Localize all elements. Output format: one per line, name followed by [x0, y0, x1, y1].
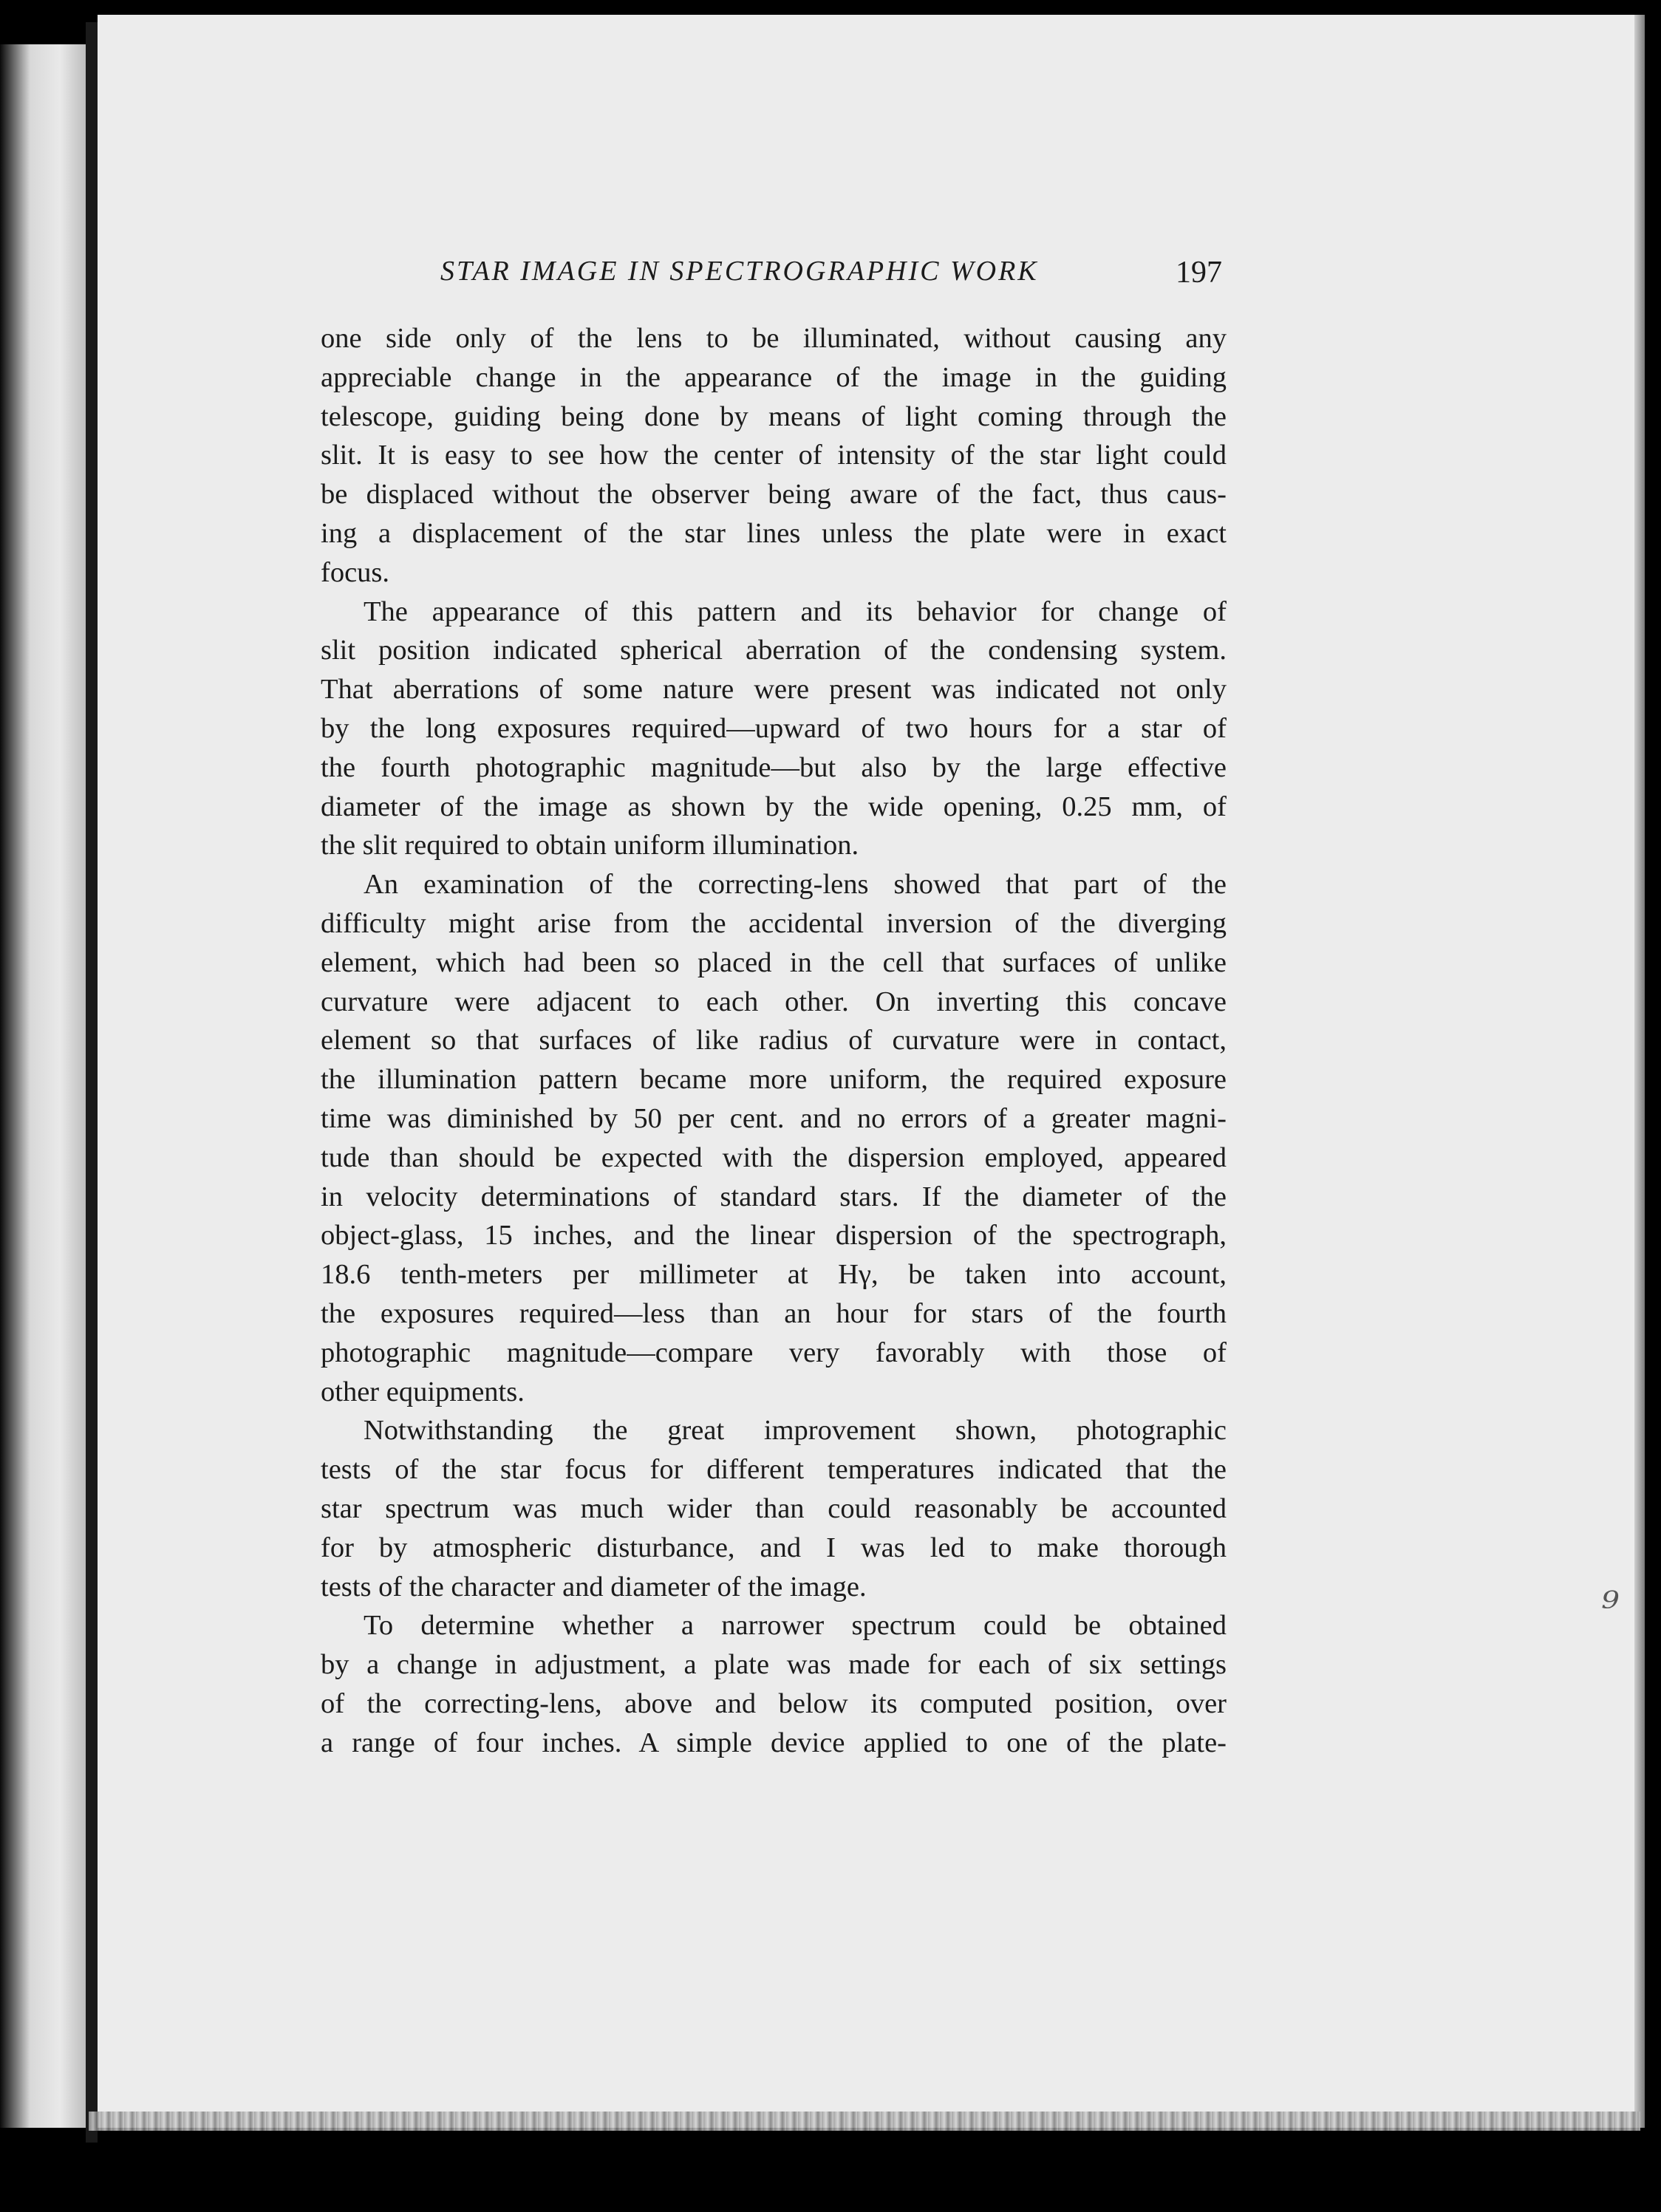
- page-header: [440, 255, 1222, 299]
- text-line: That aberrations of some nature were present was indicated not only: [321, 674, 1227, 706]
- text-line: one side only of the lens to be illuminated, without causing any: [321, 323, 1227, 354]
- bottom-page-edge: [89, 2112, 1640, 2131]
- text-line: To determine whether a narrower spectrum could be obtained: [364, 1610, 1227, 1642]
- text-line: element, which had been so placed in the cell that surfaces of unlike: [321, 946, 1227, 978]
- text-line: Notwithstanding the great improvement shown, photographic: [364, 1415, 1227, 1447]
- margin-mark: ⁹: [1602, 1583, 1620, 1633]
- text-line: photographic magnitude—compare very favorably with those of: [321, 1337, 1227, 1368]
- text-line: slit position indicated spherical aberration of the condensing system.: [321, 635, 1227, 666]
- text-line: object-glass, 15 inches, and the linear dispersion of the spectrograph,: [321, 1220, 1227, 1252]
- text-line: star spectrum was much wider than could reasonably be accounted: [321, 1492, 1227, 1524]
- text-line: the fourth photographic magnitude—but also by the large effective: [321, 751, 1227, 783]
- text-line: for by atmospheric disturbance, and I was led to make thorough: [321, 1532, 1227, 1563]
- text-line: tests of the character and diameter of the image.: [321, 1571, 867, 1602]
- text-line: by a change in adjustment, a plate was made for each of six settings: [321, 1649, 1227, 1681]
- left-page-edge: [0, 44, 86, 2128]
- book-gutter: [86, 22, 98, 2143]
- right-page-edge: [1634, 15, 1645, 2128]
- text-line: diameter of the image as shown by the wide opening, 0.25 mm, of: [321, 791, 1227, 822]
- text-line: the illumination pattern became more uniform, the required exposure: [321, 1064, 1227, 1096]
- text-line: An examination of the correcting-lens showed that part of the: [364, 869, 1227, 901]
- text-line: slit. It is easy to see how the center of intensity of the star light could: [321, 440, 1227, 471]
- text-line: The appearance of this pattern and its behavior for change of: [364, 595, 1227, 627]
- text-line: a range of four inches. A simple device applied to one of the plate-: [321, 1727, 1227, 1758]
- text-line: be displaced without the observer being aware of the fact, thus caus-: [321, 479, 1227, 511]
- text-line: tude than should be expected with the dispersion employed, appeared: [321, 1141, 1227, 1173]
- text-line: ing a displacement of the star lines unless the plate were in exact: [321, 517, 1227, 549]
- text-line: in velocity determinations of standard stars. If the diameter of the: [321, 1181, 1227, 1212]
- text-line: of the correcting-lens, above and below its computed position, over: [321, 1687, 1227, 1719]
- text-line: element so that surfaces of like radius of curvature were in contact,: [321, 1025, 1227, 1056]
- text-line: focus.: [321, 556, 390, 588]
- text-line: 18.6 tenth-meters per millimeter at Hγ, be taken into account,: [321, 1259, 1227, 1291]
- text-line: by the long exposures required—upward of two hours for a star of: [321, 712, 1227, 744]
- text-line: telescope, guiding being done by means of light coming through the: [321, 400, 1227, 432]
- text-line: appreciable change in the appearance of the image in the guiding: [321, 361, 1227, 393]
- text-line: the exposures required—less than an hour for stars of the fourth: [321, 1297, 1227, 1329]
- page-number: 197: [1176, 256, 1222, 290]
- text-line: curvature were adjacent to each other. On inverting this concave: [321, 986, 1227, 1017]
- text-line: tests of the star focus for different temperatures indicated that the: [321, 1454, 1227, 1486]
- text-line: other equipments.: [321, 1376, 525, 1407]
- text-line: difficulty might arise from the accidental inversion of the diverging: [321, 907, 1227, 939]
- text-line: time was diminished by 50 per cent. and no errors of a greater magni-: [321, 1102, 1227, 1134]
- running-head: STAR IMAGE IN SPECTROGRAPHIC WORK: [440, 256, 1039, 287]
- body-text: [321, 319, 1227, 1762]
- text-line: the slit required to obtain uniform illumination.: [321, 830, 859, 861]
